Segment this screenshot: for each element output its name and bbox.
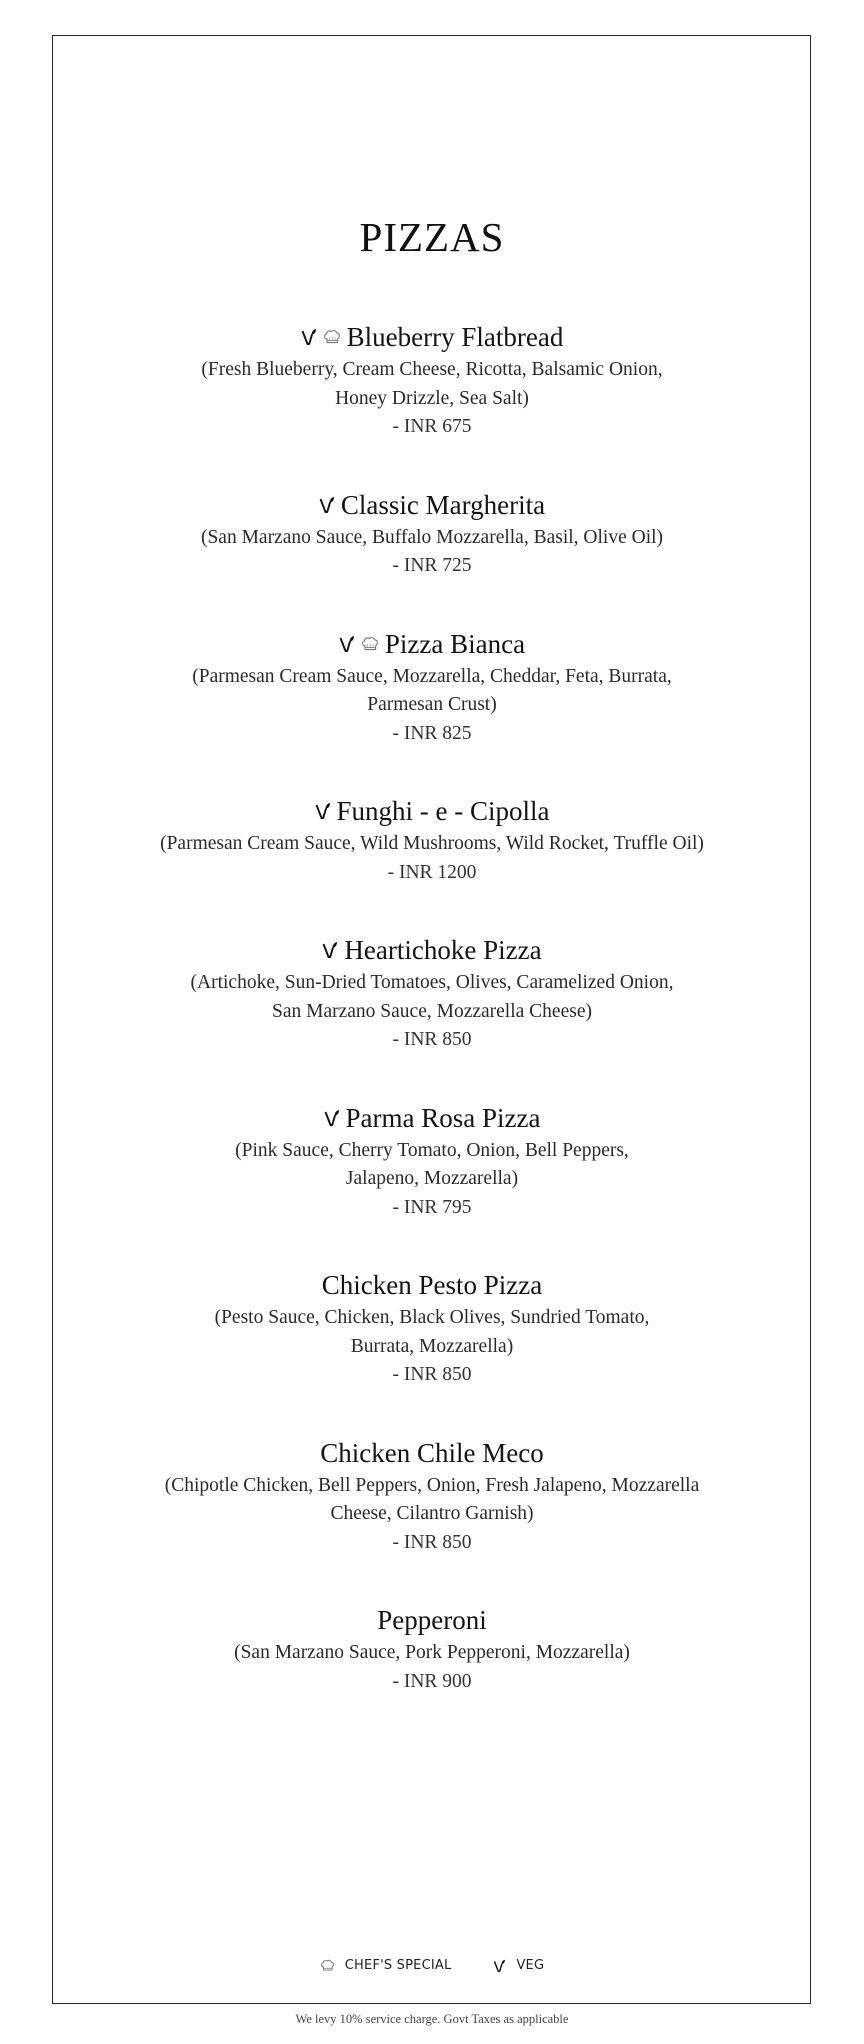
menu-item-price: - INR 795	[392, 1196, 472, 1218]
icon-legend	[0, 1958, 864, 1973]
legend-veg-label: VEG	[516, 1958, 545, 1973]
legend-veg	[493, 1958, 544, 1973]
menu-item	[122, 625, 742, 749]
menu-item-name-row	[122, 792, 742, 830]
veg-leaf-icon	[301, 328, 317, 346]
menu-item	[122, 931, 742, 1055]
menu-item-name: Chicken Chile Meco	[320, 1437, 544, 1468]
veg-leaf-icon	[319, 496, 335, 514]
menu-item	[122, 1601, 742, 1696]
menu-item-description: Jalapeno, Mozzarella)	[345, 1168, 519, 1189]
menu-item	[122, 318, 742, 442]
menu-item-description: (Chipotle Chicken, Bell Peppers, Onion, Fresh Jalapeno, Mozzarella	[164, 1474, 700, 1496]
veg-leaf-icon	[315, 802, 331, 820]
menu-item-name: Chicken Pesto Pizza	[321, 1270, 543, 1300]
menu-item-price: - INR 850	[392, 1531, 472, 1553]
menu-item	[122, 1434, 742, 1558]
legend-chefs-special-label: CHEF'S SPECIAL	[344, 1958, 452, 1973]
menu-item-description: (Fresh Blueberry, Cream Cheese, Ricotta, Balsamic Onion,	[201, 359, 663, 380]
menu-item-price: - INR 850	[392, 1364, 472, 1385]
menu-item-name: Pepperoni	[377, 1605, 487, 1635]
menu-item-name-row	[122, 486, 742, 524]
veg-leaf-icon	[324, 1109, 340, 1127]
menu-item-price: - INR 825	[392, 722, 472, 744]
veg-leaf-icon	[339, 635, 355, 653]
menu-item-price: - INR 1200	[387, 861, 477, 883]
menu-item-description: Parmesan Crust)	[367, 694, 497, 715]
menu-item-name: Funghi - e - Cipolla	[336, 796, 550, 826]
menu-item-description: Burrata, Mozzarella)	[350, 1335, 514, 1357]
menu-item-description: (Artichoke, Sun-Dried Tomatoes, Olives, Caramelized Onion,	[190, 972, 674, 993]
menu-item-description: Honey Drizzle, Sea Salt)	[335, 387, 529, 409]
chef-hat-icon	[320, 1959, 335, 1972]
menu-item-price: - INR 850	[392, 1029, 472, 1050]
menu-item-name-row	[122, 1099, 742, 1137]
veg-leaf-icon	[493, 1959, 506, 1973]
menu-item-name: Pizza Bianca	[384, 628, 526, 659]
menu-item-description: (Pink Sauce, Cherry Tomato, Onion, Bell Peppers,	[235, 1139, 629, 1161]
chef-hat-icon	[323, 329, 341, 345]
menu-item-price: - INR 900	[392, 1670, 472, 1692]
menu-item-description: (San Marzano Sauce, Pork Pepperoni, Mozzarella)	[234, 1642, 630, 1663]
veg-leaf-icon	[322, 941, 338, 959]
menu-item-name-row	[122, 1266, 742, 1304]
menu-item	[122, 1099, 742, 1223]
menu-item-name-row	[122, 625, 742, 663]
menu-item-description: (Parmesan Cream Sauce, Wild Mushrooms, Wild Rocket, Truffle Oil)	[160, 833, 704, 854]
menu-item-description: (Parmesan Cream Sauce, Mozzarella, Cheddar, Feta, Burrata,	[192, 665, 672, 687]
menu-item-name-row	[122, 931, 742, 969]
menu-item	[122, 792, 742, 887]
menu-items-list	[0, 318, 864, 1696]
menu-item	[122, 1266, 742, 1390]
menu-item-price: - INR 675	[392, 416, 472, 437]
menu-item-name-row	[122, 318, 742, 356]
menu-item-price: - INR 725	[392, 555, 472, 576]
service-charge-note: We levy 10% service charge. Govt Taxes as applicable	[295, 2012, 569, 2026]
menu-item-description: (Pesto Sauce, Chicken, Black Olives, Sundried Tomato,	[214, 1307, 650, 1328]
menu-item-name: Parma Rosa Pizza	[345, 1102, 541, 1133]
legend-chefs-special	[320, 1958, 452, 1973]
menu-item-description: Cheese, Cilantro Garnish)	[330, 1503, 534, 1524]
chef-hat-icon	[361, 636, 379, 652]
menu-item-name: Classic Margherita	[340, 489, 546, 520]
menu-item-name: Heartichoke Pizza	[344, 935, 542, 965]
menu-item-name-row	[122, 1434, 742, 1472]
menu-item	[122, 486, 742, 581]
menu-item-description: (San Marzano Sauce, Buffalo Mozzarella, Basil, Olive Oil)	[200, 526, 664, 548]
section-title: PIZZAS	[359, 214, 505, 260]
menu-item-name-row	[122, 1601, 742, 1639]
menu-item-description: San Marzano Sauce, Mozzarella Cheese)	[272, 1000, 592, 1022]
menu-item-name: Blueberry Flatbread	[346, 322, 564, 352]
